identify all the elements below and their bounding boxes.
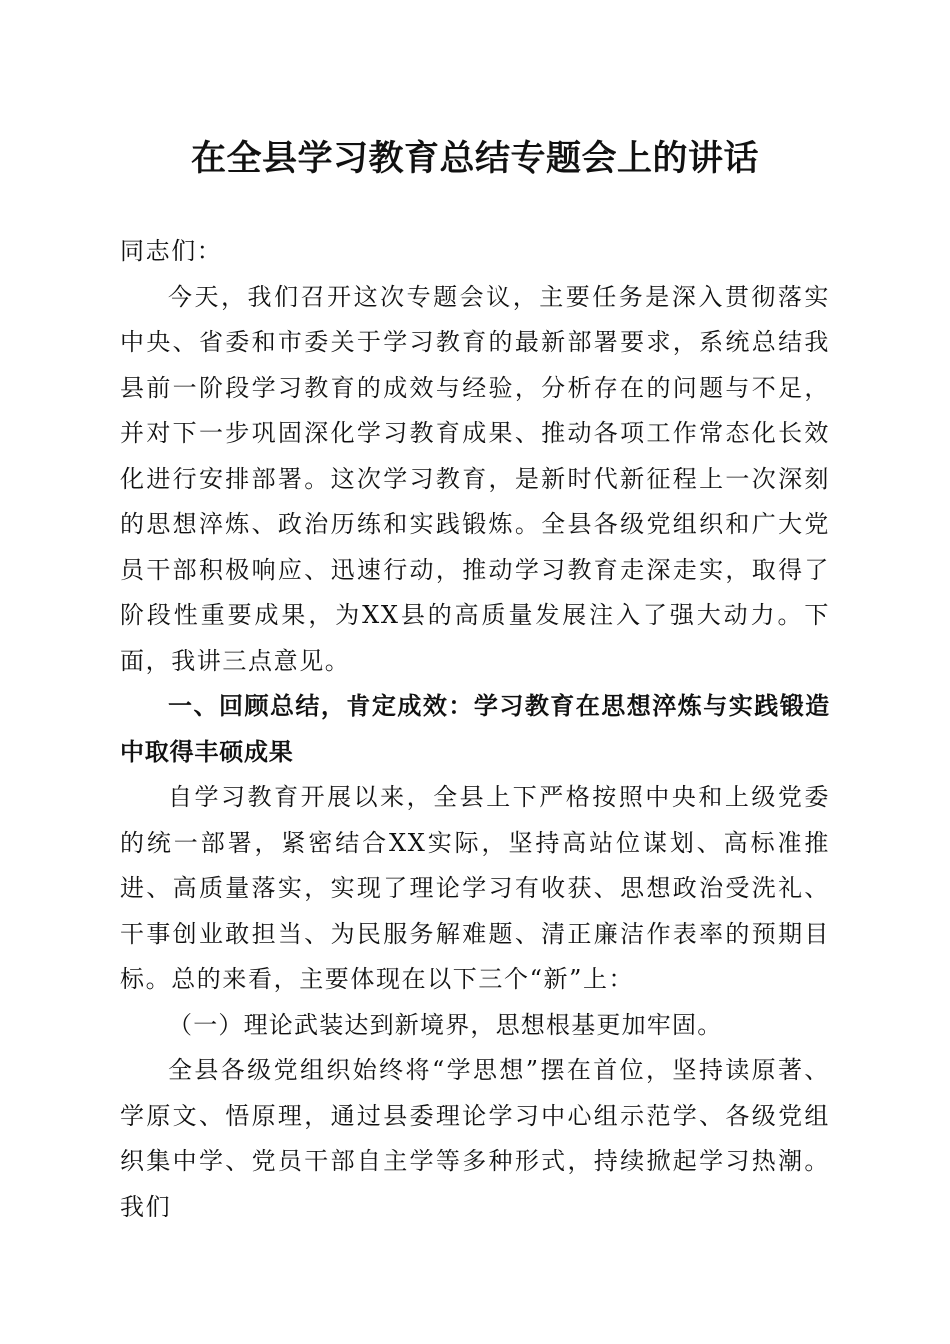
- salutation: 同志们：: [120, 237, 223, 265]
- section-one-intro-paragraph: 自学习教育开展以来，全县上下严格按照中央和上级党委的统一部署，紧密结合XX实际，坚持高站位谋划、高标准推进、高质量落实，实现了理论学习有收获、思想政治受洗礼、干事创业敢担当、为民服务解难题、清正廉洁作表率的预期目标。总的来看，主要体现在以下三个“新”上：: [120, 783, 830, 993]
- document-title: 在全县学习教育总结专题会上的讲话: [190, 138, 759, 179]
- document-body: [120, 229, 830, 1230]
- subsection-one-heading: （一）理论武装达到新境界，思想根基更加牢固。: [168, 1010, 723, 1039]
- section-one-heading: 一、回顾总结，肯定成效：学习教育在思想淬炼与实践锻造中取得丰硕成果: [120, 692, 830, 766]
- intro-paragraph: 今天，我们召开这次专题会议，主要任务是深入贯彻落实中央、省委和市委关于学习教育的最新部署要求，系统总结我县前一阶段学习教育的成效与经验，分析存在的问题与不足，并对下一步巩固深化学习教育成果、推动各项工作常态化长效化进行安排部署。这次学习教育，是新时代新征程上一次深刻的思想淬炼、政治历练和实践锻炼。全县各级党组织和广大党员干部积极响应、迅速行动，推动学习教育走深走实，取得了阶段性重要成果，为XX县的高质量发展注入了强大动力。下面，我讲三点意见。: [120, 282, 830, 675]
- subsection-one-body-paragraph: 全县各级党组织始终将“学思想”摆在首位，坚持读原著、学原文、悟原理，通过县委理论学习中心组示范学、各级党组织集中学、党员干部自主学等多种形式，持续掀起学习热潮。我们: [120, 1056, 830, 1221]
